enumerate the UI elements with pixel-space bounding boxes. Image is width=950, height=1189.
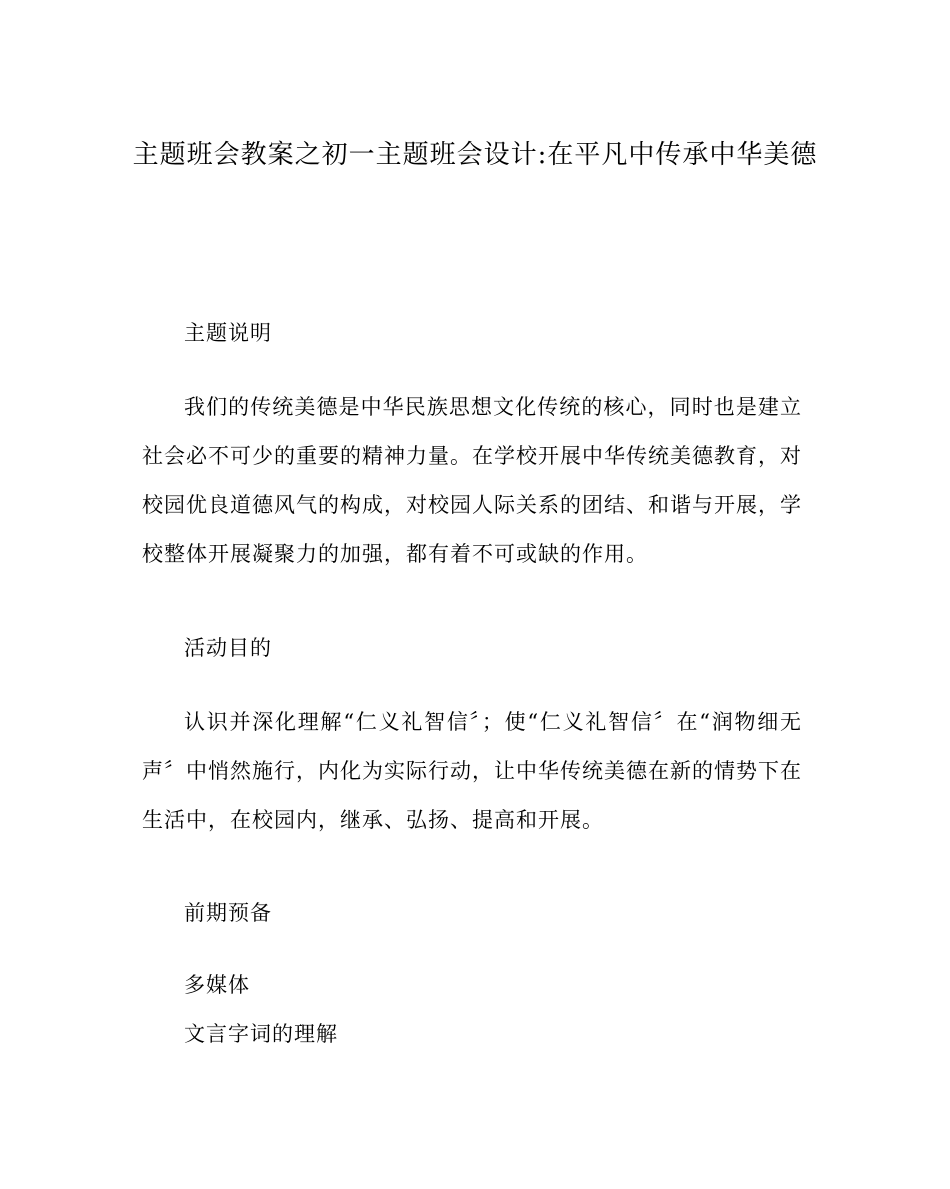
section-heading-preparation: 前期预备: [184, 901, 272, 925]
section-paragraph-theme: 我们的传统美德是中华民族思想文化传统的核心，同时也是建立社会必不可少的重要的精神力量。在学校开展中华传统美德教育，对校园优良道德风气的构成，对校园人际关系的团结、和谐与开展，学校整体开展凝聚力的加强，都有着不可或缺的作用。: [142, 395, 802, 566]
section-heading-purpose: 活动目的: [184, 636, 272, 660]
section-paragraph-purpose: 认识并深化理解“仁义礼智信〞；使“仁义礼智信〞在“润物细无声〞中悄然施行，内化为实际行动，让中华传统美德在新的情势下在生活中，在校园内，继承、弘扬、提高和开展。: [142, 710, 802, 832]
preparation-item: 文言字词的理解: [184, 1022, 338, 1046]
document-title: 主题班会教案之初一主题班会设计:在平凡中传承中华美德: [132, 140, 818, 170]
section-heading-theme: 主题说明: [184, 321, 272, 345]
preparation-item: 多媒体: [184, 973, 250, 997]
